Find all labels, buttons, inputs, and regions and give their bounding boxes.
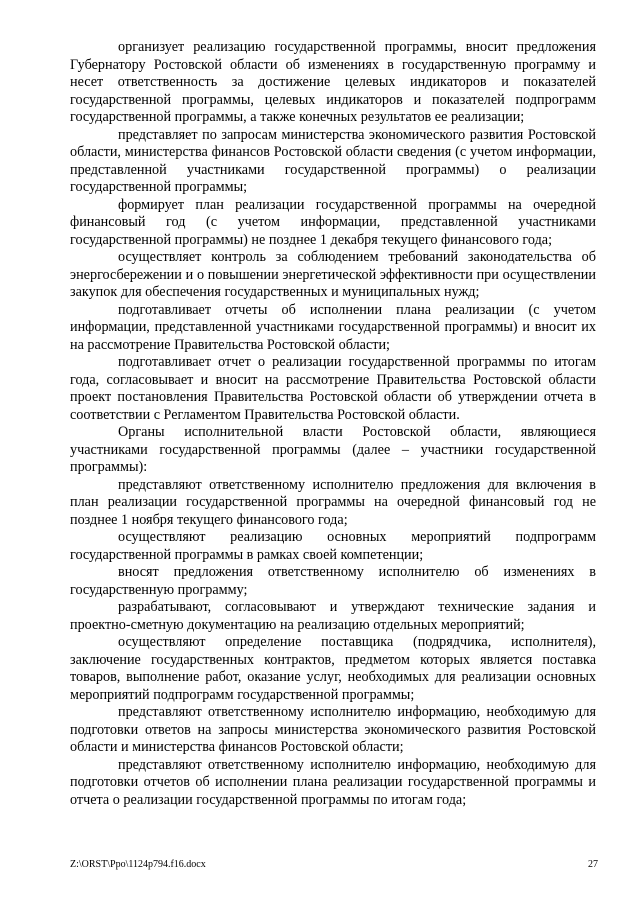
paragraph: представляют ответственному исполнителю информацию, необходимую для подготовки отчетов об исполнении плана реализации государственной программы и отчета о реализации государственной программы по итогам года;	[70, 756, 596, 808]
document-body	[70, 39, 596, 809]
paragraph: осуществляет контроль за соблюдением требований законодательства об энергосбережении и о повышении энергетической эффективности при осуществлении закупок для обеспечения государственных и муниципальных нужд;	[70, 249, 596, 300]
paragraph: формирует план реализации государственной программы на очередной финансовый год (с учетом информации, представленной участниками государственной программы) не позднее 1 декабря текущего финансового года;	[70, 196, 596, 248]
paragraph: Органы исполнительной власти Ростовской области, являющиеся участниками государственной программы (далее – участники государственной программы):	[70, 424, 596, 475]
paragraph: вносят предложения ответственному исполнителю об изменениях в государственную программу;	[70, 564, 596, 598]
page-number: 27	[588, 859, 598, 870]
paragraph: осуществляют реализацию основных мероприятий подпрограмм государственной программы в рамках своей компетенции;	[70, 529, 596, 563]
paragraph: представляет по запросам министерства экономического развития Ростовской области, министерства финансов Ростовской области сведения (с учетом информации, представленной участниками государственной программы) о реализации государственной программы;	[70, 126, 596, 195]
paragraph: подготавливает отчеты об исполнении плана реализации (с учетом информации, представленной участниками государственной программы) и вносит их на рассмотрение Правительства Ростовской области;	[70, 301, 596, 353]
paragraph: представляют ответственному исполнителю предложения для включения в план реализации государственной программы на очередной финансовый год не позднее 1 ноября текущего финансового года;	[70, 476, 596, 528]
paragraph: осуществляют определение поставщика (подрядчика, исполнителя), заключение государственных контрактов, предметом которых является поставка товаров, выполнение работ, оказание услуг, необходимых для реализации основных мероприятий подпрограмм государственной программы;	[70, 634, 596, 703]
footer-file-path: Z:\ORST\Ppo\1124p794.f16.docx	[70, 859, 206, 870]
paragraph: представляют ответственному исполнителю информацию, необходимую для подготовки ответов на запросы министерства экономического развития Ростовской области и министерства финансов Ростовской области;	[70, 704, 596, 755]
paragraph: подготавливает отчет о реализации государственной программы по итогам года, согласовывает и вносит на рассмотрение Правительства Ростовской области проект постановления Правительства Ростовской области об утверждении отчета в соответствии с Регламентом Правительства Ростовской области.	[70, 354, 596, 423]
paragraph: организует реализацию государственной программы, вносит предложения Губернатору Ростовской области об изменениях в государственную программу и несет ответственность за достижение целевых индикаторов и показателей государственной программы, целевых индикаторов и показателей подпрограмм государственной программы, а также конечных результатов ее реализации;	[70, 39, 596, 125]
paragraph: разрабатывают, согласовывают и утверждают технические задания и проектно-сметную документацию на реализацию отдельных мероприятий;	[70, 599, 596, 633]
